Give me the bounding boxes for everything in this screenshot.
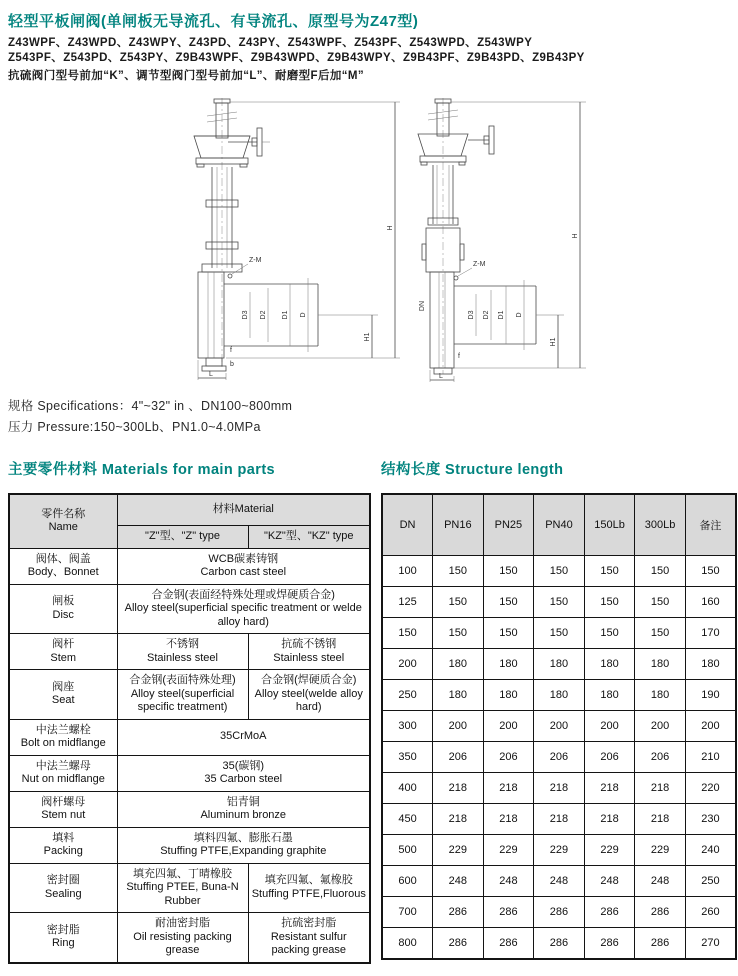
table-cell: 阀座 Seat bbox=[9, 670, 117, 720]
table-cell: 206 bbox=[483, 742, 534, 773]
table-cell: 240 bbox=[685, 835, 736, 866]
dim-label-d2: D2 bbox=[260, 310, 267, 320]
table-cell: 150 bbox=[635, 618, 686, 649]
table-cell: 150 bbox=[433, 618, 484, 649]
table-row bbox=[9, 827, 370, 863]
spec-line-pressure: 压力 Pressure:150~300Lb、PN1.0~4.0MPa bbox=[8, 420, 261, 434]
table-cell: 阀杆螺母 Stem nut bbox=[9, 791, 117, 827]
table-cell: 286 bbox=[584, 928, 635, 960]
table-cell: 35(碳钢) 35 Carbon steel bbox=[117, 755, 370, 791]
table-cell: 180 bbox=[534, 680, 585, 711]
model-list bbox=[8, 36, 738, 84]
table-cell: 450 bbox=[382, 804, 433, 835]
table-header-row bbox=[9, 494, 370, 526]
table-cell: 150 bbox=[483, 587, 534, 618]
table-row bbox=[9, 863, 370, 913]
table-cell: 286 bbox=[534, 928, 585, 960]
structure-table-body bbox=[382, 556, 736, 960]
valve-drawing-left bbox=[150, 96, 415, 384]
table-cell: 229 bbox=[483, 835, 534, 866]
model-note: 抗硫阀门型号前加“K”、调节型阀门型号前加“L”、耐磨型F后加“M” bbox=[8, 70, 365, 82]
table-cell: 350 bbox=[382, 742, 433, 773]
table-cell: 248 bbox=[635, 866, 686, 897]
structure-table bbox=[381, 493, 737, 960]
table-cell: 170 bbox=[685, 618, 736, 649]
table-cell: 180 bbox=[584, 649, 635, 680]
table-cell: 250 bbox=[382, 680, 433, 711]
dim-label-dn: DN bbox=[419, 300, 426, 312]
table-cell: 耐油密封脂 Oil resisting packing grease bbox=[117, 913, 248, 963]
table-cell: 500 bbox=[382, 835, 433, 866]
table-cell: 218 bbox=[635, 773, 686, 804]
table-cell: 150 bbox=[584, 587, 635, 618]
column-header: 300Lb bbox=[635, 494, 686, 556]
table-cell: 200 bbox=[382, 649, 433, 680]
table-row bbox=[9, 913, 370, 963]
table-cell: 180 bbox=[584, 680, 635, 711]
dim-label-f: f bbox=[230, 347, 232, 354]
table-cell: 阀杆 Stem bbox=[9, 634, 117, 670]
table-cell: 210 bbox=[685, 742, 736, 773]
table-row bbox=[9, 634, 370, 670]
table-cell: 229 bbox=[584, 835, 635, 866]
materials-table bbox=[8, 493, 371, 964]
table-cell: 中法兰螺栓 Bolt on midflange bbox=[9, 719, 117, 755]
column-header-name-en: Name bbox=[48, 521, 78, 534]
dim-label-f: f bbox=[458, 353, 460, 360]
column-header: DN bbox=[382, 494, 433, 556]
table-row bbox=[382, 773, 736, 804]
technical-drawings bbox=[0, 96, 738, 388]
table-row bbox=[9, 719, 370, 755]
table-cell: 218 bbox=[483, 773, 534, 804]
bolt-holes-label: Z-M bbox=[473, 261, 486, 268]
table-cell: 600 bbox=[382, 866, 433, 897]
dim-label-d3: D3 bbox=[242, 310, 249, 320]
table-cell: 229 bbox=[635, 835, 686, 866]
table-cell: 218 bbox=[534, 773, 585, 804]
page-title: 轻型平板闸阀(单闸板无导流孔、有导流孔、原型号为Z47型) bbox=[8, 13, 419, 30]
table-cell: 286 bbox=[483, 928, 534, 960]
dim-label-b: b bbox=[230, 361, 234, 368]
table-cell: 填料四氟、膨胀石墨 Stuffing PTFE,Expanding graphite bbox=[117, 827, 370, 863]
table-row bbox=[382, 804, 736, 835]
table-cell: 220 bbox=[685, 773, 736, 804]
table-cell: 150 bbox=[534, 587, 585, 618]
table-cell: 700 bbox=[382, 897, 433, 928]
table-cell: 248 bbox=[584, 866, 635, 897]
table-cell: 180 bbox=[483, 680, 534, 711]
dim-label-d1: D1 bbox=[282, 310, 289, 320]
dim-label-h1: H1 bbox=[364, 332, 371, 342]
dim-label-d: D bbox=[300, 312, 307, 318]
dim-label-d: D bbox=[516, 312, 523, 318]
column-header-name-cn: 零件名称 bbox=[41, 507, 86, 520]
table-cell: 铝青铜 Aluminum bronze bbox=[117, 791, 370, 827]
table-cell: 180 bbox=[685, 649, 736, 680]
table-row bbox=[382, 556, 736, 587]
table-cell: 125 bbox=[382, 587, 433, 618]
dim-label-d2: D2 bbox=[483, 310, 490, 320]
table-cell: 200 bbox=[685, 711, 736, 742]
table-cell: 190 bbox=[685, 680, 736, 711]
model-line-2: Z543PF、Z543PD、Z543PY、Z9B43WPF、Z9B43WPD、Z9B43WPY、Z9B43PF、Z9B43PD、Z9B43PY bbox=[8, 52, 585, 64]
column-header: 备注 bbox=[685, 494, 736, 556]
table-cell: 300 bbox=[382, 711, 433, 742]
table-cell: 248 bbox=[483, 866, 534, 897]
table-cell: 260 bbox=[685, 897, 736, 928]
table-cell: 阀体、阀盖 Body、Bonnet bbox=[9, 548, 117, 584]
column-header-name bbox=[9, 494, 117, 548]
table-cell: 206 bbox=[584, 742, 635, 773]
table-cell: 150 bbox=[433, 556, 484, 587]
table-cell: 200 bbox=[534, 711, 585, 742]
table-row bbox=[382, 897, 736, 928]
dim-label-h: H bbox=[387, 225, 394, 231]
table-cell: 合金钢(表面特殊处理) Alloy steel(superficial specific treatment) bbox=[117, 670, 248, 720]
structure-section-title: 结构长度 Structure length bbox=[381, 462, 564, 478]
table-cell: 229 bbox=[433, 835, 484, 866]
table-row bbox=[382, 866, 736, 897]
table-cell: 286 bbox=[433, 928, 484, 960]
table-cell: 160 bbox=[685, 587, 736, 618]
column-header-material: 材料Material bbox=[117, 494, 370, 526]
dim-label-d3: D3 bbox=[468, 310, 475, 320]
table-cell: WCB碳素铸钢 Carbon cast steel bbox=[117, 548, 370, 584]
table-cell: 206 bbox=[635, 742, 686, 773]
table-cell: 180 bbox=[534, 649, 585, 680]
table-cell: 248 bbox=[534, 866, 585, 897]
table-cell: 100 bbox=[382, 556, 433, 587]
table-cell: 286 bbox=[483, 897, 534, 928]
table-cell: 400 bbox=[382, 773, 433, 804]
table-cell: 800 bbox=[382, 928, 433, 960]
dim-label-d1: D1 bbox=[498, 310, 505, 320]
table-cell: 270 bbox=[685, 928, 736, 960]
column-header-kz-type: "KZ"型、"KZ" type bbox=[248, 526, 370, 549]
table-cell: 抗硫不锈钢 Stainless steel bbox=[248, 634, 370, 670]
table-cell: 180 bbox=[635, 680, 686, 711]
model-line-1: Z43WPF、Z43WPD、Z43WPY、Z43PD、Z43PY、Z543WPF、Z543PF、Z543WPD、Z543WPY bbox=[8, 37, 533, 49]
table-cell: 150 bbox=[534, 618, 585, 649]
table-cell: 218 bbox=[433, 773, 484, 804]
table-cell: 150 bbox=[635, 556, 686, 587]
table-row bbox=[382, 587, 736, 618]
table-row bbox=[9, 670, 370, 720]
table-cell: 150 bbox=[584, 618, 635, 649]
table-row bbox=[9, 755, 370, 791]
materials-section-title: 主要零件材料 Materials for main parts bbox=[8, 462, 276, 478]
table-row bbox=[382, 742, 736, 773]
table-cell: 286 bbox=[534, 897, 585, 928]
table-cell: 218 bbox=[584, 804, 635, 835]
table-cell: 230 bbox=[685, 804, 736, 835]
spec-line-size: 规格 Specifications：4"~32" in 、DN100~800mm bbox=[8, 399, 293, 413]
column-header: 150Lb bbox=[584, 494, 635, 556]
table-cell: 150 bbox=[433, 587, 484, 618]
table-cell: 150 bbox=[685, 556, 736, 587]
dim-label-l: L bbox=[209, 371, 213, 378]
table-cell: 286 bbox=[433, 897, 484, 928]
dim-label-h1: H1 bbox=[550, 337, 557, 347]
specifications bbox=[8, 396, 738, 438]
table-cell: 密封圈 Sealing bbox=[9, 863, 117, 913]
structure-table-head-row bbox=[382, 494, 736, 556]
table-cell: 35CrMoA bbox=[117, 719, 370, 755]
table-cell: 180 bbox=[433, 680, 484, 711]
table-row bbox=[9, 584, 370, 634]
column-header-z-type: "Z"型、"Z" type bbox=[117, 526, 248, 549]
column-header: PN25 bbox=[483, 494, 534, 556]
valve-drawing-right bbox=[388, 96, 600, 386]
table-cell: 不锈钢 Stainless steel bbox=[117, 634, 248, 670]
table-cell: 250 bbox=[685, 866, 736, 897]
table-cell: 286 bbox=[635, 897, 686, 928]
table-cell: 150 bbox=[584, 556, 635, 587]
bolt-holes-label: Z-M bbox=[249, 257, 262, 264]
table-cell: 150 bbox=[534, 556, 585, 587]
table-cell: 229 bbox=[534, 835, 585, 866]
table-cell: 合金钢(焊硬质合金) Alloy steel(welde alloy hard) bbox=[248, 670, 370, 720]
table-cell: 填料 Packing bbox=[9, 827, 117, 863]
table-cell: 闸板 Disc bbox=[9, 584, 117, 634]
table-cell: 206 bbox=[433, 742, 484, 773]
table-row bbox=[382, 618, 736, 649]
table-cell: 206 bbox=[534, 742, 585, 773]
table-cell: 286 bbox=[635, 928, 686, 960]
column-header: PN16 bbox=[433, 494, 484, 556]
table-cell: 150 bbox=[382, 618, 433, 649]
table-cell: 150 bbox=[483, 556, 534, 587]
dim-label-l: L bbox=[439, 373, 443, 380]
table-cell: 中法兰螺母 Nut on midflange bbox=[9, 755, 117, 791]
table-cell: 218 bbox=[534, 804, 585, 835]
table-cell: 248 bbox=[433, 866, 484, 897]
table-cell: 填充四氟、氟橡胶 Stuffing PTFE,Fluorous bbox=[248, 863, 370, 913]
table-cell: 200 bbox=[584, 711, 635, 742]
table-cell: 抗硫密封脂 Resistant sulfur packing grease bbox=[248, 913, 370, 963]
table-cell: 218 bbox=[483, 804, 534, 835]
dim-label-h: H bbox=[572, 233, 579, 239]
table-cell: 150 bbox=[483, 618, 534, 649]
table-row bbox=[382, 711, 736, 742]
table-row bbox=[382, 928, 736, 960]
table-cell: 200 bbox=[433, 711, 484, 742]
table-row bbox=[9, 791, 370, 827]
materials-table-body bbox=[9, 548, 370, 963]
table-cell: 218 bbox=[433, 804, 484, 835]
table-cell: 200 bbox=[483, 711, 534, 742]
table-cell: 180 bbox=[433, 649, 484, 680]
table-row bbox=[382, 835, 736, 866]
table-cell: 180 bbox=[635, 649, 686, 680]
column-header: PN40 bbox=[534, 494, 585, 556]
table-cell: 286 bbox=[584, 897, 635, 928]
table-row bbox=[382, 680, 736, 711]
table-cell: 200 bbox=[635, 711, 686, 742]
table-row bbox=[9, 548, 370, 584]
table-cell: 填充四氟、丁晴橡胶 Stuffing PTEE, Buna-N Rubber bbox=[117, 863, 248, 913]
table-cell: 180 bbox=[483, 649, 534, 680]
table-cell: 150 bbox=[635, 587, 686, 618]
table-cell: 218 bbox=[584, 773, 635, 804]
table-cell: 密封脂 Ring bbox=[9, 913, 117, 963]
table-cell: 合金钢(表面经特殊处理或焊硬质合金) Alloy steel(superficial specific treatment or welde alloy hard) bbox=[117, 584, 370, 634]
table-row bbox=[382, 649, 736, 680]
table-cell: 218 bbox=[635, 804, 686, 835]
